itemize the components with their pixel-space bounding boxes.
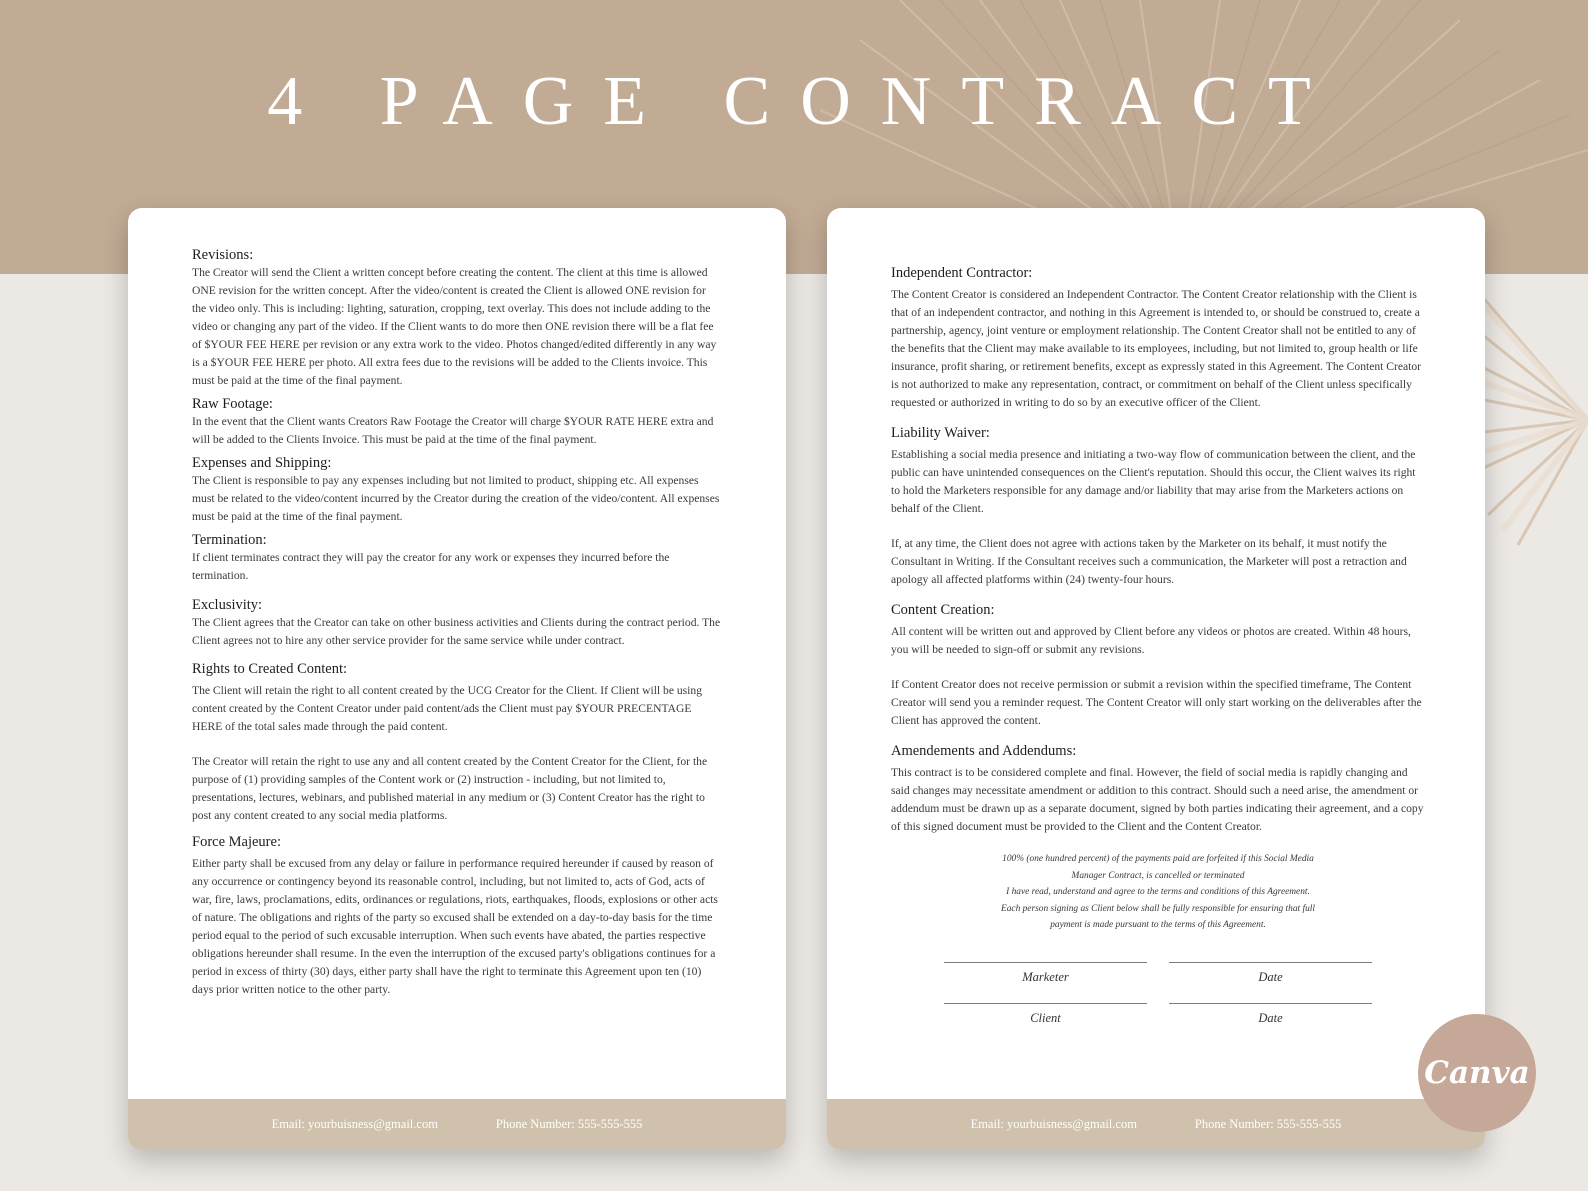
notice-line: Each person signing as Client below shall be fully responsible for ensuring that full [1001, 903, 1315, 914]
section-text: If Content Creator does not receive permission or submit a revision within the specified timeframe, The Content Creator will send you a reminder request. The Content Creator will only start working on the deliverables after the Client has approved the content. [891, 678, 1422, 727]
signature-line [1169, 962, 1372, 963]
section-heading: Exclusivity: [192, 597, 263, 613]
section-expenses-shipping [192, 454, 722, 526]
signature-line [944, 1003, 1147, 1004]
section-text: The Content Creator is considered an Independent Contractor. The Content Creator relationship with the Client is that of an independent contractor, and nothing in this Agreement is intended to, or should be construed to, create a partnership, agency, joint venture or employment relationship. The Content Creator shall not be entitled to any of the benefits that the Client may make available to its employees, including, but not limited to, group health or life insurance, profit sharing, or retirement benefits, except as expressly stated in this Agreement. The Content Creator is not authorized to make any representation, contract, or commitment on behalf of the Client unless specifically requested or authorized in writing to do so by an executive officer of the Client. [891, 288, 1422, 409]
client-signature[interactable] [944, 1003, 1147, 1026]
signature-label: Date [1258, 1010, 1283, 1025]
notice-line: payment is made pursuant to the terms of this Agreement. [1050, 920, 1266, 930]
section-text: The Creator will retain the right to use any and all content created by the Content Creator for the Client, for the purpose of (1) providing samples of the Content work or (2) instruction - including, but not limited to, presentations, lectures, webinars, and published material in any medium or (3) Content Creator has the right to post any content created to any social media platforms. [192, 755, 708, 822]
section-heading: Expenses and Shipping: [192, 455, 332, 471]
signature-line [944, 962, 1147, 963]
section-liability-waiver [891, 424, 1425, 589]
contract-page-left [128, 208, 786, 1150]
signature-label: Date [1258, 969, 1283, 984]
notice-line: Manager Contract, is cancelled or terminated [1071, 870, 1245, 881]
page-title: 4 PAGE CONTRACT [267, 63, 1341, 140]
section-text: The Client agrees that the Creator can take on other business activities and Clients during the contract period. The Client agrees not to hire any other service provider for the same service while under contract. [192, 616, 721, 647]
section-exclusivity [192, 596, 722, 650]
section-heading: Independent Contractor: [891, 265, 1033, 281]
section-heading: Rights to Created Content: [192, 661, 348, 677]
section-heading: Content Creation: [891, 602, 995, 618]
section-heading: Revisions: [192, 247, 254, 263]
client-date[interactable] [1169, 1003, 1372, 1026]
signature-row-1 [891, 962, 1425, 985]
marketer-signature[interactable] [944, 962, 1147, 985]
section-raw-footage [192, 395, 722, 449]
section-revisions [192, 246, 722, 390]
canva-badge [1418, 1014, 1536, 1132]
section-text: If, at any time, the Client does not agree with actions taken by the Marketer on its behalf, it must notify the Consultant in Writing. If the Consultant receives such a communication, the Marketer will post a retraction and apology all affected platforms within (24) twenty-four hours. [891, 537, 1407, 586]
section-independent-contractor [891, 264, 1425, 412]
section-termination [192, 531, 722, 585]
canva-logo-text: Canva [1424, 1055, 1530, 1091]
section-amendments [891, 742, 1425, 836]
section-text: In the event that the Client wants Creators Raw Footage the Creator will charge $YOUR RATE HERE extra and will be added to the Clients Invoice. This must be paid at the time of the final payment. [192, 415, 714, 446]
footer-phone: Phone Number: 555-555-555 [1194, 1117, 1342, 1131]
section-heading: Raw Footage: [192, 396, 273, 412]
section-text: Either party shall be excused from any delay or failure in performance required hereunder if caused by reason of any occurrence or contingency beyond its reasonable control, including, but not limited to, acts of God, acts of war, fire, laws, proclamations, edits, ordinances or regulations, riots, earthquakes, floods, explosions or other acts of nature. The obligations and rights of the party so excused shall be extended on a day-to-day basis for the time period equal to the period of such excusable interruption. When such events have abated, the parties respective obligations hereunder shall resume. In the even the interruption of the excused party's obligations continues for a period in excess of thirty (30) days, either party shall have the right to terminate this Agreement upon ten (10) days prior written notice to the other party. [192, 857, 718, 996]
section-heading: Termination: [192, 532, 267, 548]
section-rights-content [192, 660, 722, 825]
section-heading: Liability Waiver: [891, 425, 990, 441]
section-text: This contract is to be considered complete and final. However, the field of social media is rapidly changing and said changes may necessitate amendment or addition to this contract. Should such a need arise, the amendment or addendum must be drawn up as a separate document, signed by both parties indicating their agreement, and a copy of this signed document must be provided to the Client and the Content Creator. [891, 766, 1424, 833]
footer-phone: Phone Number: 555-555-555 [495, 1117, 643, 1131]
footer-email: Email: yourbuisness@gmail.com [970, 1117, 1137, 1131]
section-heading: Force Majeure: [192, 834, 281, 850]
contract-page-right [827, 208, 1485, 1150]
section-text: If client terminates contract they will pay the creator for any work or expenses they incurred before the termination. [192, 551, 670, 582]
section-heading: Amendements and Addendums: [891, 743, 1077, 759]
forfeit-notice [973, 851, 1343, 934]
page-footer [827, 1099, 1485, 1150]
section-text: The Creator will send the Client a written concept before creating the content. The client at this time is allowed ONE revision for the written concept. After the video/content is created the Client is allowed ONE revision for the video only. This is including: lighting, saturation, cropping, text overlay. This does not include adding to the video or changing any part of the video. If the Client wants to do more then ONE revision there will be a flat fee of $YOUR FEE HERE per revision or any extra work to the video. Photos changed/edited differently in any way is a $YOUR FEE HERE per photo. All extra fees due to the revisions will be added to the Clients invoice. This must be paid at the time of the final payment. [192, 266, 717, 387]
section-text: The Client will retain the right to all content created by the UCG Creator for the Client. If Client will be using content created by the Content Creator under paid content/ads the Client must pay $YOUR PRECENTAGE HERE of the total sales made through the paid content. [192, 684, 702, 733]
section-force-majeure [192, 833, 722, 999]
section-content-creation [891, 601, 1425, 730]
signature-row-2 [891, 1003, 1425, 1026]
notice-line: I have read, understand and agree to the terms and conditions of this Agreement. [1006, 887, 1310, 897]
footer-email: Email: yourbuisness@gmail.com [271, 1117, 438, 1131]
signature-label: Client [1030, 1010, 1061, 1025]
signature-line [1169, 1003, 1372, 1004]
section-text: Establishing a social media presence and initiating a two-way flow of communication between the client, and the public can have unintended consequences on the Client's reputation. Should this occur, the Client waives its right to hold the Marketers responsible for any damage and/or liability that may arise from the Marketers actions on behalf of the Client. [891, 448, 1416, 515]
section-text: All content will be written out and approved by Client before any videos or photos are created. Within 48 hours, you will be needed to sign-off or submit any revisions. [891, 625, 1411, 656]
marketer-date[interactable] [1169, 962, 1372, 985]
signature-label: Marketer [1022, 969, 1069, 984]
page-footer [128, 1099, 786, 1150]
section-text: The Client is responsible to pay any expenses including but not limited to product, shipping etc. All expenses must be related to the video/content incurred by the Creator during the creation of the video/content. All expenses must be paid at the time of the final payment. [192, 474, 720, 523]
notice-line: 100% (one hundred percent) of the payments paid are forfeited if this Social Media [1002, 854, 1314, 864]
